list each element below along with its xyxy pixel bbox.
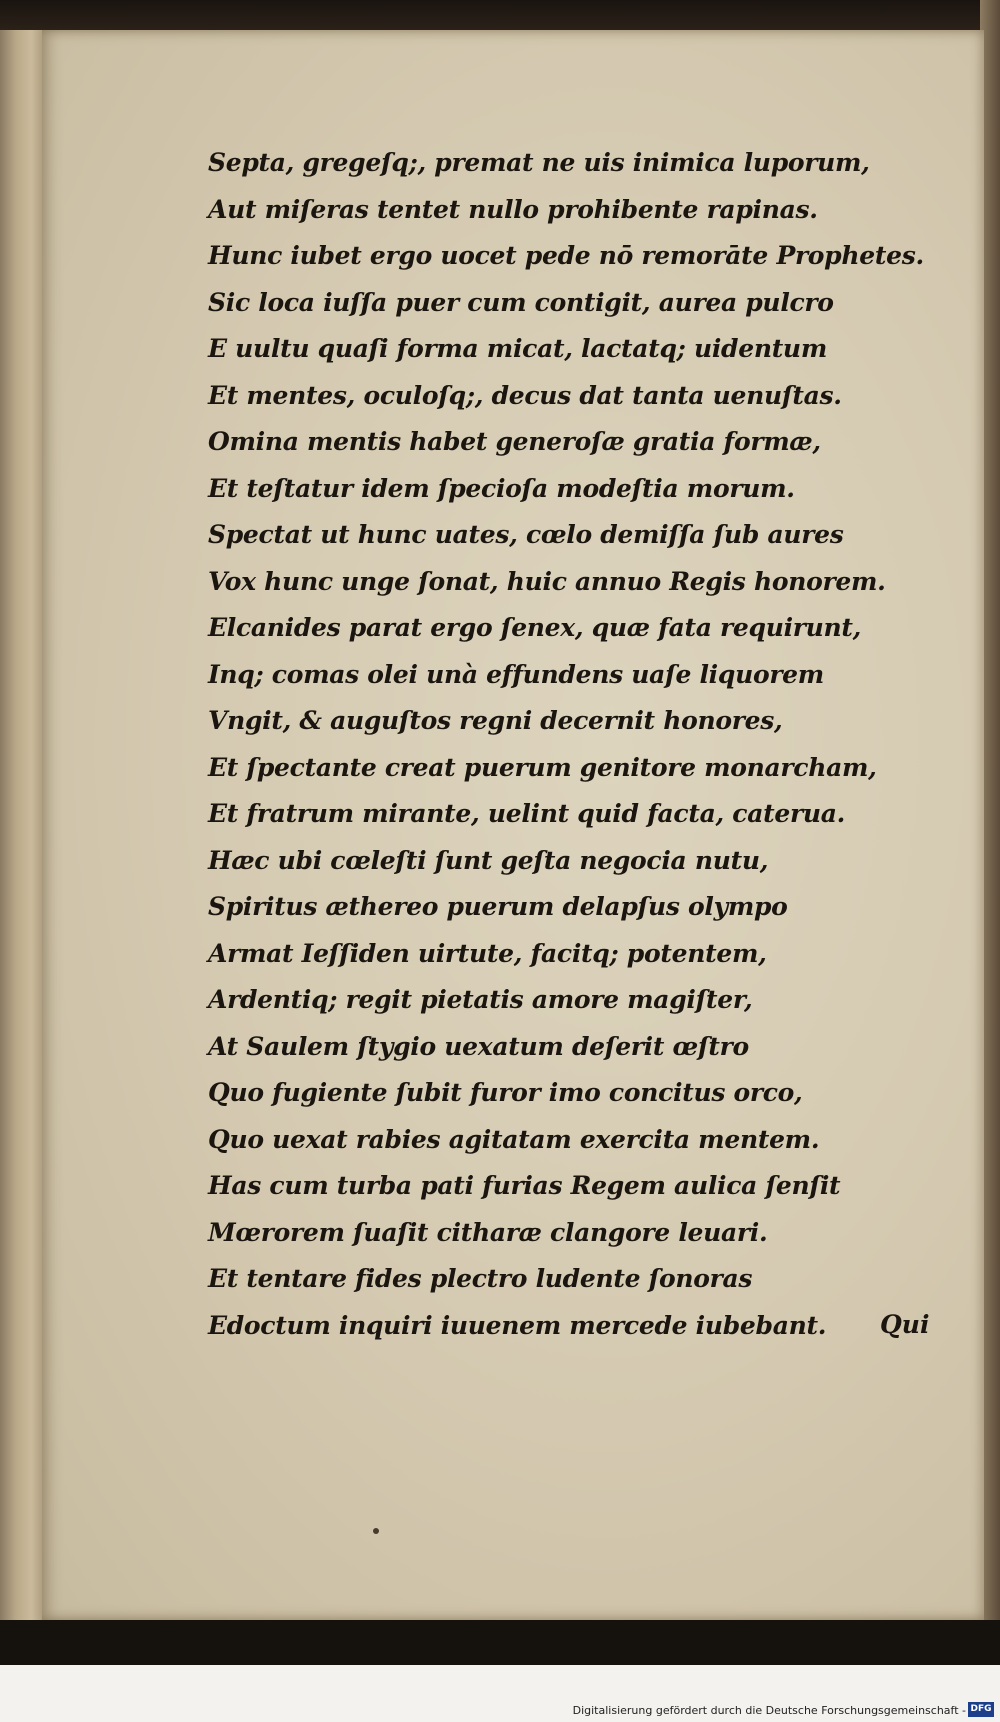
scan-bottom-border: [0, 1620, 1000, 1665]
scan-top-border: [0, 0, 1000, 30]
verse-line: Mœrorem ſuaſit citharæ clangore leuari.: [208, 1217, 768, 1247]
verse-line: Armat Ieſſiden uirtute, facitq; potentem,: [208, 938, 767, 968]
verse-line: At Saulem ſtygio uexatum deſerit œſtro: [208, 1031, 749, 1061]
verse-line: Elcanides parat ergo ſenex, quæ fata requirunt,: [208, 613, 862, 642]
ink-dot: [373, 1528, 379, 1534]
verse-line: Sic loca iuſſa puer cum contigit, aurea pulcro: [208, 287, 834, 317]
verse-line: Aut miſeras tentet nullo prohibente rapinas.: [208, 194, 818, 224]
verse-line: Inq; comas olei unà effundens uaſe liquorem: [208, 659, 824, 689]
verse-line: Quo fugiente ſubit furor imo concitus orco,: [208, 1078, 803, 1107]
verse-line: Et fratrum mirante, uelint quid facta, caterua.: [208, 799, 846, 828]
verse-line: Ardentiq; regit pietatis amore magiſter,: [208, 985, 753, 1014]
verse-line: Hæc ubi cœleſti ſunt geſta negocia nutu,: [208, 845, 769, 875]
verse-line: Spectat ut hunc uates, cœlo demiſſa ſub aures: [208, 520, 844, 549]
verse-line: Has cum turba pati furias Regem aulica ſenſit: [208, 1171, 841, 1200]
verse-line: Edoctum inquiri iuuenem mercede iubebant.: [208, 1310, 827, 1340]
verse-line: Vngit, & auguſtos regni decernit honores,: [208, 706, 783, 735]
verse-line: E uultu quaſi forma micat, lactatq; uidentum: [208, 334, 827, 363]
verse-line: Spiritus æthereo puerum delapſus olympo: [208, 892, 788, 921]
verse-line: Quo uexat rabies agitatam exercita mentem.: [208, 1124, 820, 1154]
verse-line: Septa, gregeſq;, premat ne uis inimica luporum,: [208, 148, 870, 177]
verse-line: Et tentare fides plectro ludente ſonoras: [208, 1264, 753, 1293]
dfg-logo: DFG: [968, 1702, 994, 1717]
verse-line: Omina mentis habet generoſæ gratia formæ,: [208, 427, 821, 456]
verse-line: Vox hunc unge ſonat, huic annuo Regis honorem.: [208, 566, 886, 596]
catchword: Qui: [880, 1310, 930, 1339]
verse-lines: [208, 140, 938, 1349]
verse-line: Et mentes, oculoſq;, decus dat tanta uenuſtas.: [208, 380, 842, 410]
book-binding-edge: [0, 30, 45, 1630]
verse-line: Et teſtatur idem ſpecioſa modeſtia morum.: [208, 473, 795, 503]
verse-line: Et ſpectante creat puerum genitore monarcham,: [208, 752, 877, 782]
verse-line: Hunc iubet ergo uocet pede nō remorāte Prophetes.: [208, 241, 924, 270]
digitization-credit: Digitalisierung gefördert durch die Deutsche Forschungsgemeinschaft -: [572, 1704, 966, 1717]
